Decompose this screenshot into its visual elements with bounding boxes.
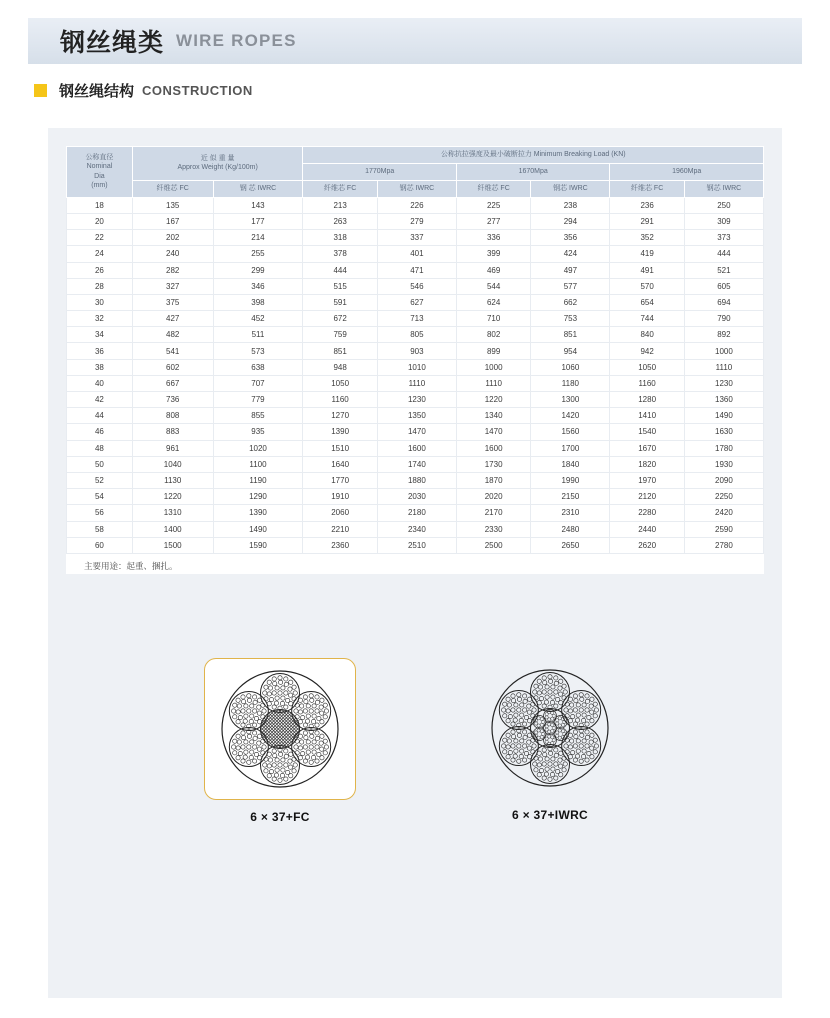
table-row (67, 424, 764, 440)
table-cell: 1590 (213, 537, 303, 553)
cell-nominal-dia: 44 (67, 408, 133, 424)
table-cell: 2280 (610, 505, 684, 521)
table-cell: 638 (213, 359, 303, 375)
table-cell: 2250 (684, 489, 763, 505)
table-cell: 482 (132, 327, 213, 343)
table-cell: 375 (132, 294, 213, 310)
table-cell: 1000 (456, 359, 530, 375)
table-cell: 1110 (684, 359, 763, 375)
table-cell: 469 (456, 262, 530, 278)
table-cell: 1500 (132, 537, 213, 553)
table-cell: 1820 (610, 456, 684, 472)
table-cell: 713 (377, 311, 456, 327)
table-row (67, 472, 764, 488)
section-title-en: CONSTRUCTION (142, 83, 253, 98)
table-cell: 452 (213, 311, 303, 327)
table-cell: 805 (377, 327, 456, 343)
table-cell: 1220 (456, 392, 530, 408)
table-cell: 263 (303, 213, 377, 229)
table-note-wrapper (66, 560, 764, 574)
table-cell: 2180 (377, 505, 456, 521)
header-dia-line3: Dia (94, 172, 105, 180)
table-cell: 1110 (456, 375, 530, 391)
header-load-1770-iwrc: 钢芯 IWRC (377, 180, 456, 197)
table-row (67, 408, 764, 424)
table-cell: 399 (456, 246, 530, 262)
table-cell: 299 (213, 262, 303, 278)
header-dia-line2: Nominal (86, 163, 113, 171)
table-cell: 759 (303, 327, 377, 343)
table-cell: 710 (456, 311, 530, 327)
table-cell: 356 (531, 230, 610, 246)
header-weight-line2: Approx Weight (Kg/100m) (177, 164, 258, 172)
table-cell: 1640 (303, 456, 377, 472)
table-cell: 497 (531, 262, 610, 278)
table-cell: 1230 (377, 392, 456, 408)
table-cell: 2440 (610, 521, 684, 537)
table-cell: 143 (213, 197, 303, 213)
table-row (67, 294, 764, 310)
table-cell: 236 (610, 197, 684, 213)
cell-nominal-dia: 52 (67, 472, 133, 488)
table-cell: 282 (132, 262, 213, 278)
table-cell: 1040 (132, 456, 213, 472)
table-cell: 336 (456, 230, 530, 246)
diagram-fc (205, 658, 355, 824)
table-row (67, 278, 764, 294)
table-cell: 444 (684, 246, 763, 262)
diagram-fc-label: 6 × 37+FC (250, 810, 310, 824)
table-cell: 2330 (456, 521, 530, 537)
section-title-cn: 钢丝绳结构 (59, 83, 135, 100)
table-cell: 1000 (684, 343, 763, 359)
table-cell: 694 (684, 294, 763, 310)
header-load-1670-fc: 纤维芯 FC (456, 180, 530, 197)
table-cell: 521 (684, 262, 763, 278)
cell-nominal-dia: 36 (67, 343, 133, 359)
table-row (67, 343, 764, 359)
table-cell: 2780 (684, 537, 763, 553)
table-cell: 2120 (610, 489, 684, 505)
table-row (67, 392, 764, 408)
table-cell: 903 (377, 343, 456, 359)
table-cell: 1130 (132, 472, 213, 488)
table-row (67, 359, 764, 375)
table-cell: 2310 (531, 505, 610, 521)
table-cell: 1880 (377, 472, 456, 488)
table-cell: 1400 (132, 521, 213, 537)
diagram-fc-box (204, 658, 356, 800)
table-cell: 1280 (610, 392, 684, 408)
cell-nominal-dia: 20 (67, 213, 133, 229)
table-cell: 2150 (531, 489, 610, 505)
page-header (28, 18, 802, 64)
table-cell: 1360 (684, 392, 763, 408)
table-cell: 167 (132, 213, 213, 229)
table-cell: 1840 (531, 456, 610, 472)
table-cell: 214 (213, 230, 303, 246)
table-cell: 2340 (377, 521, 456, 537)
table-cell: 851 (531, 327, 610, 343)
table-cell: 790 (684, 311, 763, 327)
table-cell: 808 (132, 408, 213, 424)
table-cell: 948 (303, 359, 377, 375)
table-cell: 238 (531, 197, 610, 213)
table-cell: 1180 (531, 375, 610, 391)
cell-nominal-dia: 46 (67, 424, 133, 440)
table-cell: 1390 (213, 505, 303, 521)
table-cell: 935 (213, 424, 303, 440)
table-cell: 779 (213, 392, 303, 408)
table-cell: 546 (377, 278, 456, 294)
cell-nominal-dia: 58 (67, 521, 133, 537)
table-cell: 1020 (213, 440, 303, 456)
header-breaking-load: 公称抗拉强度及最小破断拉力 Minimum Breaking Load (KN) (303, 147, 764, 164)
table-cell: 1390 (303, 424, 377, 440)
header-load-1670-iwrc: 钢芯 IWRC (531, 180, 610, 197)
table-row (67, 213, 764, 229)
table-cell: 1600 (456, 440, 530, 456)
table-cell: 291 (610, 213, 684, 229)
table-cell: 744 (610, 311, 684, 327)
cell-nominal-dia: 50 (67, 456, 133, 472)
table-cell: 1050 (610, 359, 684, 375)
cell-nominal-dia: 22 (67, 230, 133, 246)
table-cell: 1510 (303, 440, 377, 456)
table-row (67, 327, 764, 343)
table-row (67, 375, 764, 391)
table-cell: 2420 (684, 505, 763, 521)
table-cell: 672 (303, 311, 377, 327)
header-grade-1770: 1770Mpa (303, 163, 457, 180)
table-cell: 883 (132, 424, 213, 440)
table-row (67, 505, 764, 521)
table-cell: 840 (610, 327, 684, 343)
table-cell: 419 (610, 246, 684, 262)
cell-nominal-dia: 28 (67, 278, 133, 294)
table-cell: 1730 (456, 456, 530, 472)
header-approx-weight (132, 147, 303, 181)
table-cell: 624 (456, 294, 530, 310)
cell-nominal-dia: 56 (67, 505, 133, 521)
table-cell: 515 (303, 278, 377, 294)
table-cell: 250 (684, 197, 763, 213)
table-note: 主要用途：起重、捆扎。 (84, 560, 178, 571)
table-row (67, 197, 764, 213)
table-cell: 2590 (684, 521, 763, 537)
table-cell: 2510 (377, 537, 456, 553)
cell-nominal-dia: 40 (67, 375, 133, 391)
cell-nominal-dia: 48 (67, 440, 133, 456)
table-cell: 544 (456, 278, 530, 294)
diagram-row (48, 658, 782, 824)
table-cell: 424 (531, 246, 610, 262)
table-cell: 1540 (610, 424, 684, 440)
table-cell: 736 (132, 392, 213, 408)
table-cell: 1230 (684, 375, 763, 391)
table-cell: 851 (303, 343, 377, 359)
page-title-cn: 钢丝绳类 (60, 29, 165, 57)
table-cell: 491 (610, 262, 684, 278)
table-cell: 177 (213, 213, 303, 229)
table-cell: 202 (132, 230, 213, 246)
section-subtitle (28, 80, 802, 101)
cell-nominal-dia: 32 (67, 311, 133, 327)
table-cell: 1350 (377, 408, 456, 424)
header-dia-line4: (mm) (91, 182, 108, 190)
header-row-1 (67, 147, 764, 164)
table-row (67, 521, 764, 537)
table-cell: 226 (377, 197, 456, 213)
table-cell: 401 (377, 246, 456, 262)
table-cell: 1780 (684, 440, 763, 456)
table-cell: 255 (213, 246, 303, 262)
table-cell: 2650 (531, 537, 610, 553)
table-cell: 1770 (303, 472, 377, 488)
table-cell: 2210 (303, 521, 377, 537)
table-cell: 398 (213, 294, 303, 310)
table-cell: 1300 (531, 392, 610, 408)
table-cell: 1990 (531, 472, 610, 488)
table-cell: 279 (377, 213, 456, 229)
spec-table-wrapper (66, 146, 764, 574)
table-cell: 1490 (213, 521, 303, 537)
table-cell: 135 (132, 197, 213, 213)
table-cell: 707 (213, 375, 303, 391)
table-cell: 2500 (456, 537, 530, 553)
table-cell: 1010 (377, 359, 456, 375)
spec-table (66, 146, 764, 554)
table-cell: 318 (303, 230, 377, 246)
cell-nominal-dia: 26 (67, 262, 133, 278)
table-cell: 1470 (456, 424, 530, 440)
header-load-1960-iwrc: 钢芯 IWRC (684, 180, 763, 197)
table-cell: 1410 (610, 408, 684, 424)
cell-nominal-dia: 54 (67, 489, 133, 505)
diagram-iwrc (475, 658, 625, 824)
page-title-en: WIRE ROPES (176, 31, 297, 50)
table-cell: 1110 (377, 375, 456, 391)
table-cell: 1630 (684, 424, 763, 440)
table-cell: 309 (684, 213, 763, 229)
table-cell: 942 (610, 343, 684, 359)
table-cell: 1670 (610, 440, 684, 456)
table-cell: 654 (610, 294, 684, 310)
table-row (67, 230, 764, 246)
header-weight-line1: 近 似 重 量 (200, 154, 235, 162)
table-cell: 1050 (303, 375, 377, 391)
header-grade-1670: 1670Mpa (456, 163, 610, 180)
table-cell: 471 (377, 262, 456, 278)
table-cell: 1420 (531, 408, 610, 424)
table-cell: 605 (684, 278, 763, 294)
table-cell: 346 (213, 278, 303, 294)
table-cell: 570 (610, 278, 684, 294)
cell-nominal-dia: 60 (67, 537, 133, 553)
table-cell: 954 (531, 343, 610, 359)
table-cell: 1740 (377, 456, 456, 472)
table-cell: 225 (456, 197, 530, 213)
header-weight-iwrc: 钢 芯 IWRC (213, 180, 303, 197)
table-cell: 662 (531, 294, 610, 310)
table-cell: 427 (132, 311, 213, 327)
table-cell: 213 (303, 197, 377, 213)
table-cell: 2620 (610, 537, 684, 553)
table-cell: 855 (213, 408, 303, 424)
table-row (67, 311, 764, 327)
table-cell: 627 (377, 294, 456, 310)
table-row (67, 246, 764, 262)
table-row (67, 440, 764, 456)
table-cell: 1190 (213, 472, 303, 488)
table-cell: 1870 (456, 472, 530, 488)
table-cell: 2170 (456, 505, 530, 521)
table-cell: 1470 (377, 424, 456, 440)
table-cell: 373 (684, 230, 763, 246)
cell-nominal-dia: 34 (67, 327, 133, 343)
table-cell: 2030 (377, 489, 456, 505)
table-cell: 1160 (610, 375, 684, 391)
cell-nominal-dia: 18 (67, 197, 133, 213)
table-cell: 573 (213, 343, 303, 359)
rope-cross-section-fc-icon (219, 668, 341, 790)
cell-nominal-dia: 30 (67, 294, 133, 310)
header-nominal-dia (67, 147, 133, 198)
table-cell: 327 (132, 278, 213, 294)
table-cell: 2020 (456, 489, 530, 505)
table-cell: 899 (456, 343, 530, 359)
square-marker-icon (34, 84, 47, 97)
table-cell: 2360 (303, 537, 377, 553)
table-cell: 294 (531, 213, 610, 229)
table-cell: 1970 (610, 472, 684, 488)
table-cell: 1340 (456, 408, 530, 424)
table-cell: 1490 (684, 408, 763, 424)
table-cell: 337 (377, 230, 456, 246)
table-cell: 277 (456, 213, 530, 229)
rope-cross-section-iwrc-icon (489, 667, 611, 789)
cell-nominal-dia: 24 (67, 246, 133, 262)
table-cell: 577 (531, 278, 610, 294)
content-panel (48, 128, 782, 998)
diagram-iwrc-label: 6 × 37+IWRC (512, 808, 588, 822)
spec-table-body (67, 197, 764, 553)
table-cell: 1560 (531, 424, 610, 440)
table-cell: 1060 (531, 359, 610, 375)
table-cell: 2060 (303, 505, 377, 521)
table-cell: 1220 (132, 489, 213, 505)
table-cell: 961 (132, 440, 213, 456)
table-cell: 892 (684, 327, 763, 343)
header-row-3 (67, 180, 764, 197)
table-row (67, 537, 764, 553)
table-cell: 1700 (531, 440, 610, 456)
table-cell: 1100 (213, 456, 303, 472)
page-root (0, 18, 830, 1018)
table-cell: 1310 (132, 505, 213, 521)
cell-nominal-dia: 42 (67, 392, 133, 408)
header-dia-line1: 公称直径 (85, 154, 114, 161)
table-cell: 444 (303, 262, 377, 278)
table-cell: 667 (132, 375, 213, 391)
table-cell: 1600 (377, 440, 456, 456)
table-row (67, 262, 764, 278)
table-cell: 1910 (303, 489, 377, 505)
table-cell: 1930 (684, 456, 763, 472)
header-grade-1960: 1960Mpa (610, 163, 764, 180)
table-cell: 2090 (684, 472, 763, 488)
cell-nominal-dia: 38 (67, 359, 133, 375)
table-cell: 378 (303, 246, 377, 262)
table-cell: 1270 (303, 408, 377, 424)
table-cell: 602 (132, 359, 213, 375)
header-weight-fc: 纤维芯 FC (132, 180, 213, 197)
spec-table-head (67, 147, 764, 198)
table-cell: 541 (132, 343, 213, 359)
header-load-1960-fc: 纤维芯 FC (610, 180, 684, 197)
table-cell: 802 (456, 327, 530, 343)
header-load-1770-fc: 纤维芯 FC (303, 180, 377, 197)
table-cell: 1160 (303, 392, 377, 408)
table-cell: 1290 (213, 489, 303, 505)
table-row (67, 489, 764, 505)
table-cell: 591 (303, 294, 377, 310)
table-cell: 240 (132, 246, 213, 262)
diagram-iwrc-box (475, 658, 625, 798)
table-cell: 511 (213, 327, 303, 343)
table-row (67, 456, 764, 472)
table-cell: 352 (610, 230, 684, 246)
table-cell: 753 (531, 311, 610, 327)
table-cell: 2480 (531, 521, 610, 537)
